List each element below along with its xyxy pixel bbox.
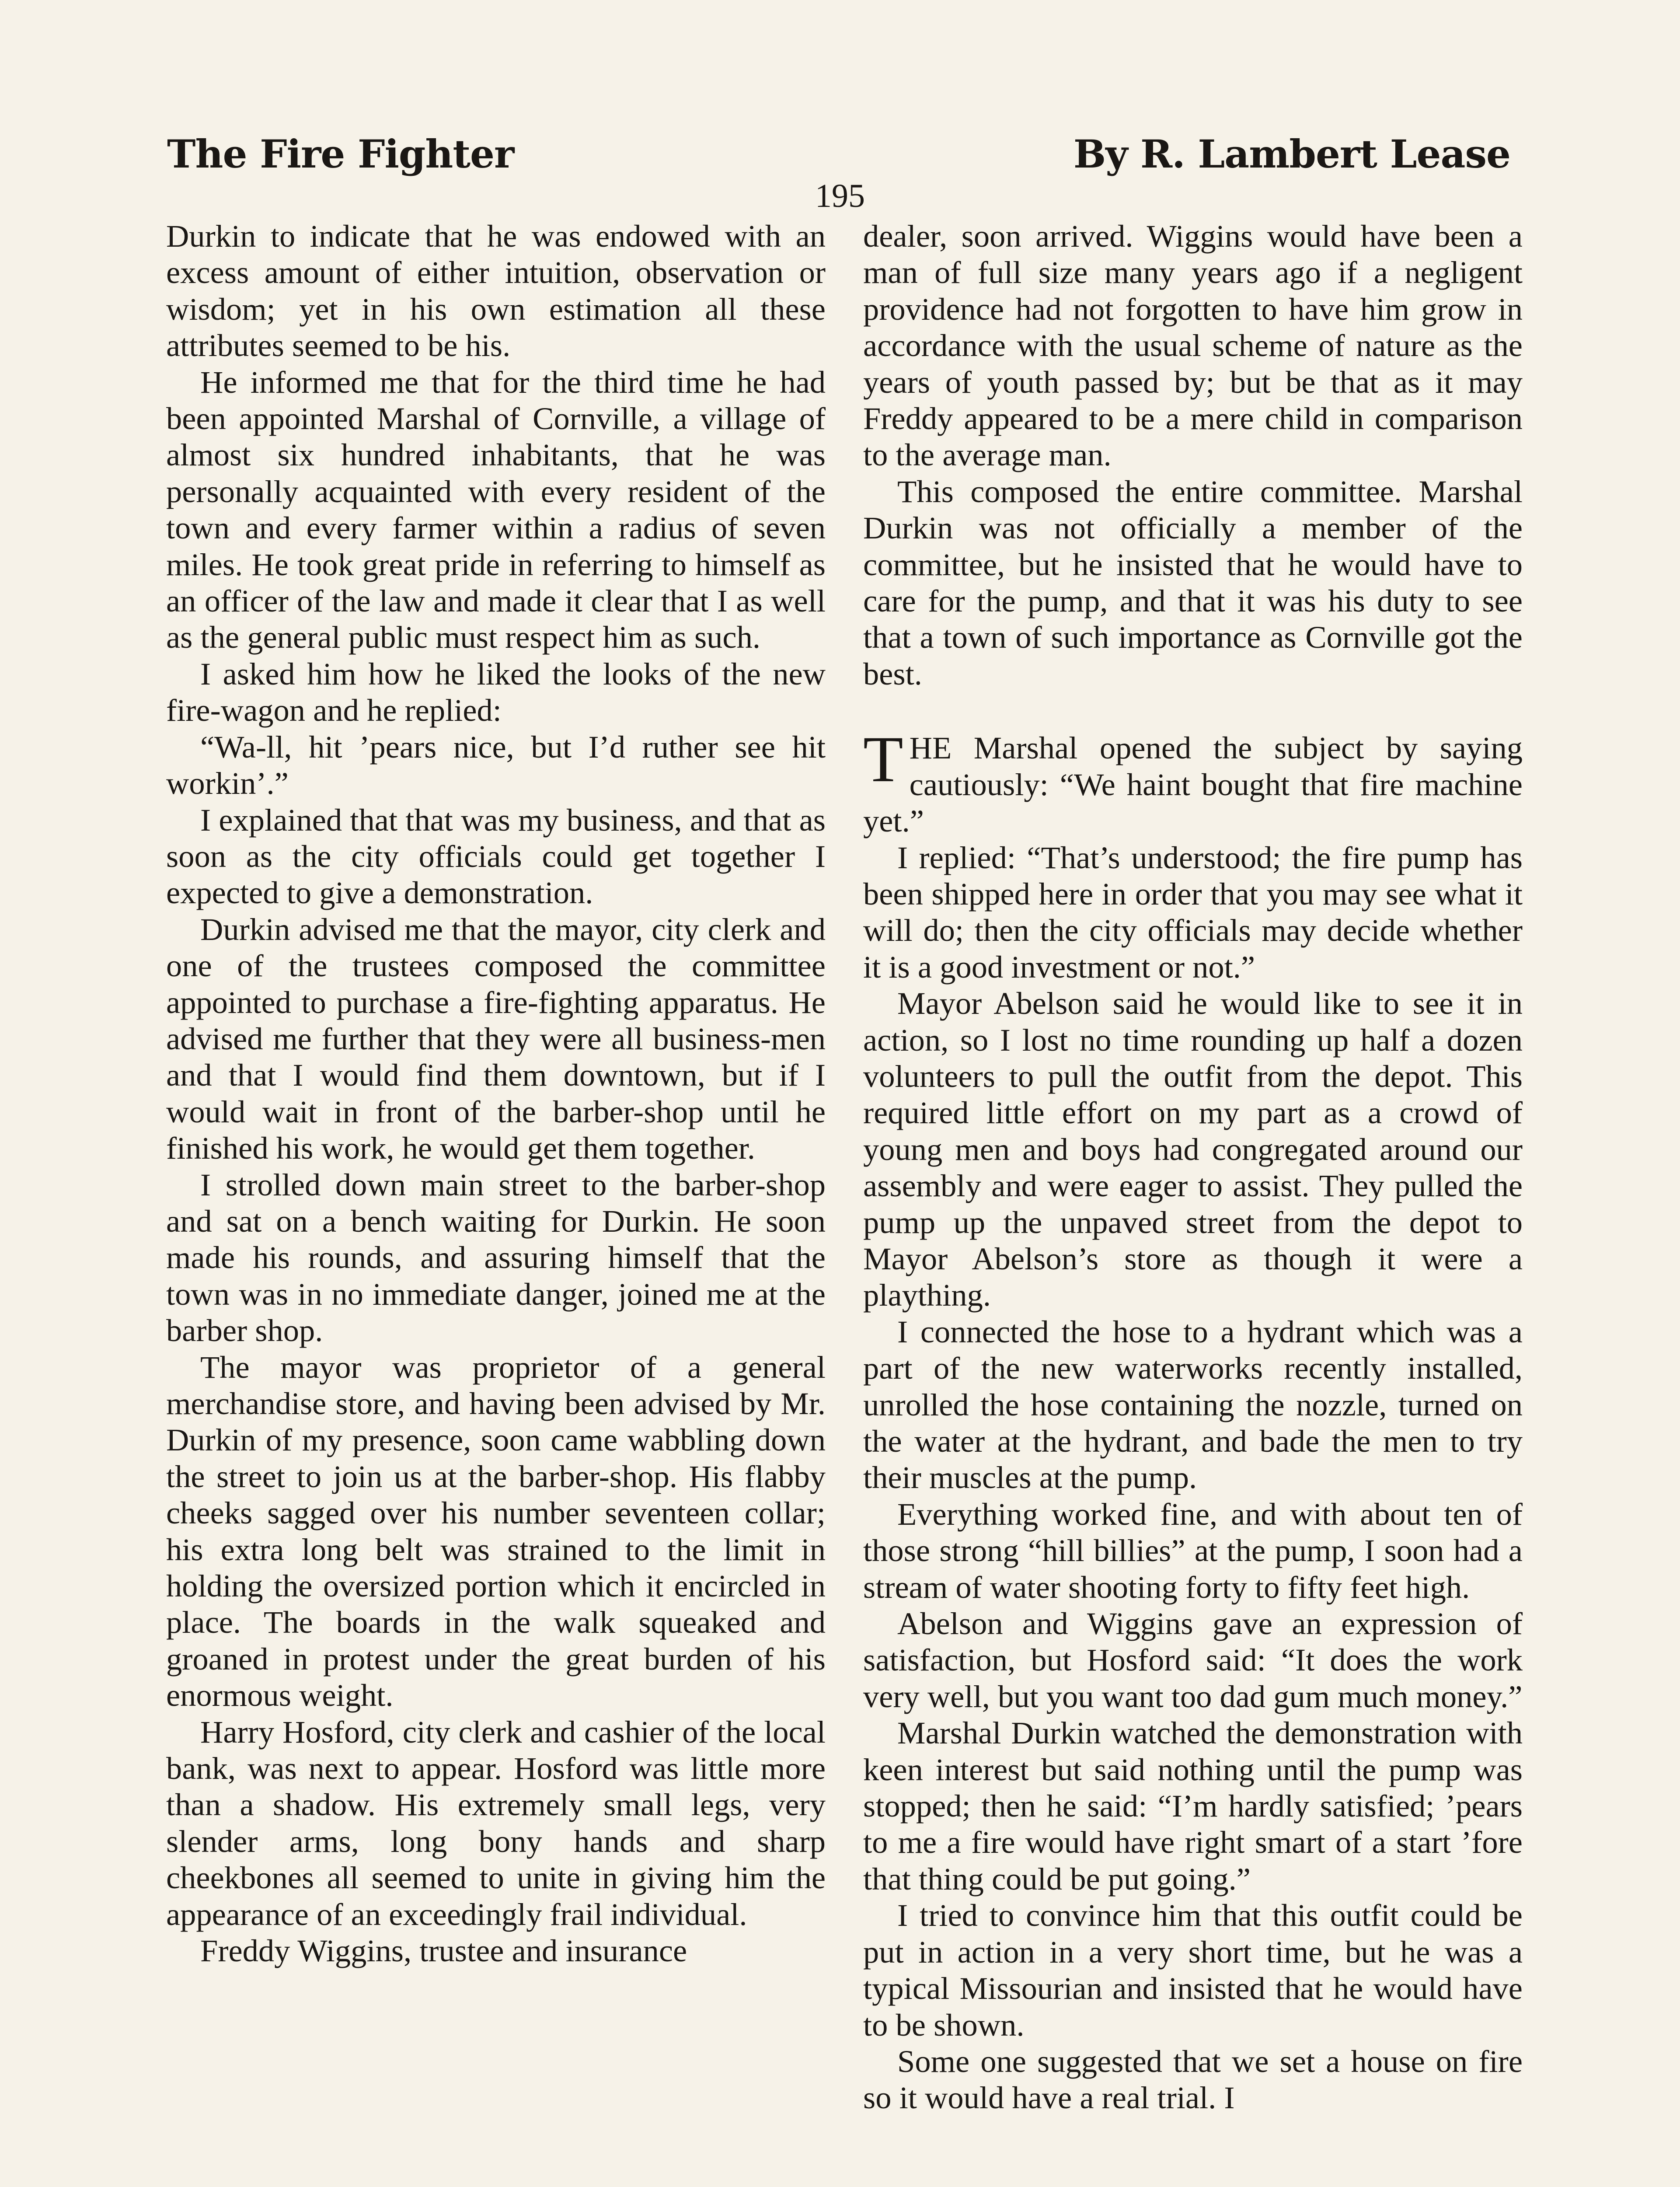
paragraph: “Wa-ll, hit ’pears nice, but I’d ruther see hit workin’.” — [166, 729, 826, 801]
paragraph: I asked him how he liked the looks of the new fire-wagon and he replied: — [166, 656, 826, 728]
paragraph: He informed me that for the third time he had been appointed Marshal of Cornville, a village of almost six hundred inhabitants, that he was personally acquainted with every resident of the town and every farmer within a radius of seven miles. He took great pride in referring to himself as an officer of the law and made it clear that I as well as the general public must respect him as such. — [166, 364, 826, 655]
paragraph: The mayor was proprietor of a general merchandise store, and having been advised by Mr. Durkin of my presence, soon came wabbling down the street to join us at the barber-shop. His flabby cheeks sagged over his number seventeen collar; his extra long belt was strained to the limit in holding the oversized portion which it encircled in place. The boards in the walk squeaked and groaned in protest under the great burden of his enormous weight. — [166, 1349, 826, 1713]
paragraph: Abelson and Wiggins gave an expression of satisfaction, but Hosford said: “It does the work very well, but you want too dad gum much money.” — [863, 1606, 1523, 1714]
paragraph: dealer, soon arrived. Wiggins would have been a man of full size many years ago if a negligent providence had not forgotten to have him grow in accordance with the usual scheme of nature as the years of youth passed by; but be that as it may Freddy appeared to be a mere child in comparison to the average man. — [863, 218, 1523, 473]
paragraph-dropcap — [863, 723, 1523, 839]
paragraph: Durkin to indicate that he was endowed with an excess amount of either intuition, observation or wisdom; yet in his own estimation all these attributes seemed to be his. — [166, 218, 826, 363]
drop-cap: T — [863, 723, 903, 796]
paragraph: I explained that that was my business, and that as soon as the city officials could get together I expected to give a demonstration. — [166, 802, 826, 911]
section-break — [863, 692, 1523, 730]
paragraph: Freddy Wiggins, trustee and insurance — [200, 1933, 687, 1969]
paragraph: Some one suggested that we set a house on fire so it would have a real trial. I — [863, 2043, 1523, 2116]
paragraph: Everything worked fine, and with about ten of those strong “hill billies” at the pump, I soon had a stream of water shooting forty to fifty feet high. — [863, 1496, 1523, 1605]
paragraph: I strolled down main street to the barber-shop and sat on a bench waiting for Durkin. He soon made his rounds, and assuring himself that the town was in no immediate danger, joined me at the barber shop. — [166, 1167, 826, 1349]
paragraph: Durkin advised me that the mayor, city clerk and one of the trustees composed the committee appointed to purchase a fire-fighting apparatus. He advised me further that they were all business-men and that I would find them downtown, but if I would wait in front of the barber-shop until he finished his work, he would get them together. — [166, 911, 826, 1166]
paragraph: I tried to convince him that this outfit could be put in action in a very short time, but he was a typical Missourian and insisted that he would have to be shown. — [863, 1897, 1523, 2043]
paragraph: Marshal Durkin watched the demonstration with keen interest but said nothing until the pump was stopped; then he said: “I’m hardly satisfied; ’pears to me a fire would have right smart of a start ’fore that thing could be put going.” — [863, 1715, 1523, 1897]
paragraph: Mayor Abelson said he would like to see it in action, so I lost no time rounding up half a dozen volunteers to pull the outfit from the depot. This required little effort on my part as a crowd of young men and boys had congregated around our assembly and were eager to assist. They pulled the pump up the unpaved street from the depot to Mayor Abelson’s store as though it were a plaything. — [863, 985, 1523, 1313]
paragraph: Harry Hosford, city clerk and cashier of the local bank, was next to appear. Hosford was little more than a shadow. His extremely small legs, very slender arms, long bony hands and sharp cheekbones all seemed to unite in giving him the appearance of an exceedingly frail individual. — [166, 1714, 826, 1932]
story-author: By R. Lambert Lease — [1073, 131, 1510, 177]
paragraph: I connected the hose to a hydrant which was a part of the new waterworks recently installed, unrolled the hose containing the nozzle, turned on the water at the hydrant, and bade the men to try their muscles at the pump. — [863, 1314, 1523, 1495]
paragraph: This composed the entire committee. Marshal Durkin was not officially a member of the committee, but he insisted that he would have to care for the pump, and that it was his duty to see that a town of such importance as Cornville got the best. — [863, 473, 1523, 692]
story-title: The Fire Fighter — [167, 131, 514, 177]
paragraph: I replied: “That’s understood; the fire pump has been shipped here in order that you may see what it will do; then the city officials may decide whether it is a good investment or not.” — [863, 839, 1523, 985]
left-column — [166, 218, 826, 1969]
page-number: 195 — [815, 178, 865, 214]
right-column — [863, 218, 1523, 2116]
small-caps-lead: HE — [909, 730, 952, 766]
paragraph-text: Marshal opened the subject by saying cautiously: “We haint bought that fire machine yet.” — [863, 730, 1523, 839]
